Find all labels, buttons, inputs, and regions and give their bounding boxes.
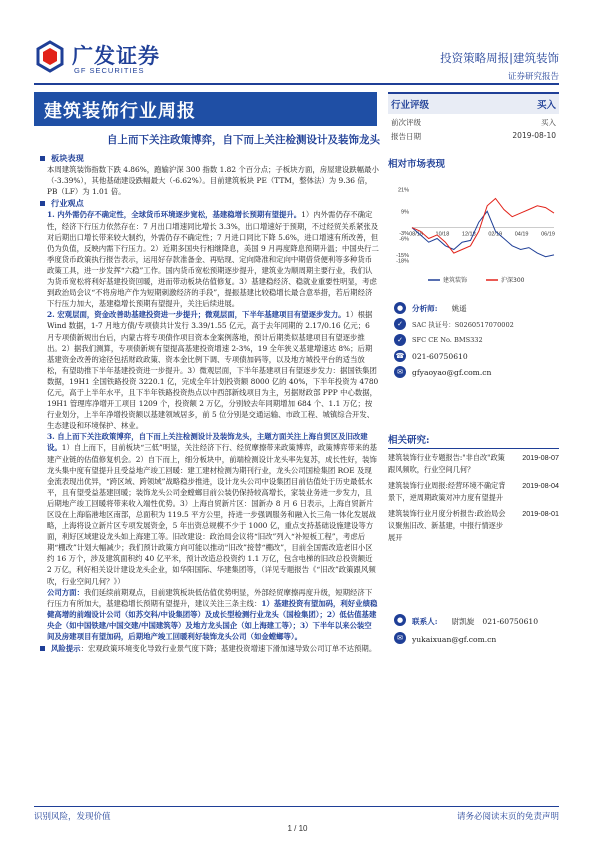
person-icon: ● (394, 614, 406, 626)
view-paragraph-3: 3. 自上而下关注政策博弈，自下而上关注检测设计及装饰龙头，主题方面关注上海自贸区及旧改建设。1）自上而下，目前板块“三低”明显，关注经济下行、经贸摩擦带来政策博弈，政策博弈带来的基建产业链的估值修复机会。2）自下而上，细分板块中，前端检测设计龙头率先复苏，成长性好，装饰龙头集中度有望提升且受益地产竣工回暖：建工建材检测为期刊行业，龙头公司国检集团 ROE 及现金流表现出优异，“跨区域、跨领域”战略稳步推进，设计龙头公司中设集团目前估值处于历史最低水平，且有望受益基建回暖；装饰龙头公司金螳螂目前公装仍保持较高增长，家装业务进一步发力，且后期地产竣工回暖将带来收入端性优势。3）上海自贸新片区：国新办 8 月 6 日表示，上海自贸新片区设在上海临港地区南部，总面积为 119.5 平方公里，持进一步强调服务和融入长三角一体化发展战略，上海将设立新片区专项发展资金，5 年出资总规模不少于 1000 亿，重点支持基础设施建设等方面，利好区域建设龙头如上海建工等。旧改建设：政治局会议将“旧改”列入“补短板工程”，考虑后期“棚改”计划大幅减少；我们预计政策方向可能以推动“旧改”接替“棚改”，目前全国需改造老旧小区约 16 万个，涉及建筑面积约 40 亿平米，预计改造总投资约 1.1 万亿，包含电梯的旧改总投资额近 2 万亿，利好相关设计建设龙头企业，如华阳国际、华建集团等，（详见专题报告《“旧改”政策跟风频吹，行业空间几何？》） (47, 432, 378, 586)
y-tick-label: 21% (397, 187, 409, 194)
title-banner (34, 92, 377, 126)
x-tick-label: 02/19 (488, 231, 503, 238)
prev-rating-row: 前次评级 买入 (391, 118, 556, 127)
rating-header (388, 92, 559, 114)
header-divider (34, 83, 559, 85)
analyst-sfc-row: ✓ SFC CE No. BMS332 (394, 332, 559, 348)
legend-label: 建筑装饰 (443, 277, 468, 284)
analyst-name-row: ● 分析师: 姚遥 (394, 300, 559, 316)
report-type: 证券研究报告 (507, 72, 559, 82)
x-tick-label: 04/19 (514, 231, 529, 238)
y-tick-label: -15% (396, 252, 409, 259)
x-tick-label: 06/19 (541, 231, 555, 238)
related-item[interactable]: 建筑装饰行业专题报告:"非自改"政策跟风频吹，行业空间几何？ 2019-08-07 (388, 453, 559, 475)
footer-divider (34, 806, 559, 807)
report-subtitle: 自上而下关注政策博弈，自下而上关注检测设计及装饰龙头 (107, 134, 380, 146)
x-tick-label: 12/18 (461, 231, 476, 238)
bullet-icon (40, 646, 45, 651)
company-logo (34, 40, 164, 76)
disclaimer-note: 请务必阅读末页的免责声明 (456, 812, 559, 822)
analyst-sac-row: ✓ SAC 执证号：S0260517070002 (394, 316, 559, 332)
report-category: 投资策略周报|建筑装饰 (440, 51, 559, 65)
x-tick-label: 08/18 (409, 231, 423, 238)
legend-label: 沪深300 (501, 277, 525, 284)
certificate-icon: ✓ (394, 318, 406, 330)
report-title: 建筑装饰行业周报 (44, 101, 196, 122)
performance-paragraph: 本周建筑装饰指数下跌 4.86%，跑输沪深 300 指数 1.82 个百分点；子板块方面，房屋建设跌幅最小（-3.39%），其他基础建设跌幅最大（-6.62%）。目前建筑板块 PE（TTM，整体法）为 9.36 倍，PB（LF）为 1.01 倍。 (47, 165, 379, 197)
analyst-email-row[interactable] (394, 364, 559, 380)
phone-icon: ☎ (395, 352, 405, 360)
bullet-icon (40, 201, 45, 206)
analyst-name: 姚遥 (451, 303, 467, 313)
analyst-email-link[interactable]: gfyaoyao@gf.com.cn (412, 367, 492, 377)
footer-slogan: 识别风险，发现价值 (34, 812, 111, 822)
contact-name: 尉凯旋 (451, 616, 475, 626)
company-paragraph: 公司方面：我们延续前期观点，目前建筑板块低估值优势明显，外部经贸摩擦再度升级，短期经济下行压力有所加大，基建稳增长预期有望提升，建议关注三条主线：1）基建投资有望加码，利好业绩稳健高增的前端设计公司（如苏交科/中设集团等）及成长型检测行业龙头（国检集团）；2）低估值基建央企（如中国铁建/中国交建/中国建筑等）及地方龙头国企（如上海建工等）；3）下半年以来公装空间及房建项目有望加码，后期地产竣工回暖利好装饰龙头公司（如金螳螂等）。 (47, 587, 378, 642)
logo-text-cn: 广发证券 (72, 44, 160, 68)
rating-panel (388, 92, 559, 170)
y-tick-label: -18% (396, 258, 409, 265)
rating-label: 行业评级 (391, 100, 430, 111)
y-tick-label: -3% (399, 231, 409, 238)
analyst-block (394, 300, 559, 380)
y-tick-label: -6% (399, 236, 409, 243)
contact-block (394, 612, 559, 648)
logo-text-en: GF SECURITIES (74, 66, 145, 75)
chart-title: 相对市场表现 (388, 159, 446, 170)
page-number: 1 / 10 (287, 824, 308, 833)
section-heading-views: 行业观点 (34, 198, 379, 209)
contact-email-link[interactable]: yukaixuan@gf.com.cn (412, 634, 497, 644)
report-body (34, 152, 379, 654)
contact-phone: 021-60750610 (482, 616, 539, 626)
gf-logo-icon (34, 40, 66, 74)
email-icon: ✉ (394, 632, 406, 644)
contact-name-row: ● 联系人: 尉凯旋 021-60750610 (394, 612, 559, 630)
x-tick-label: 10/18 (435, 231, 450, 238)
email-icon: ✉ (394, 366, 406, 378)
contact-email-row[interactable] (394, 630, 559, 648)
report-date-row: 报告日期 2019-08-10 (391, 131, 556, 141)
rating-value: 买入 (536, 100, 556, 111)
related-research (388, 432, 559, 545)
view-paragraph-2: 2. 宏观层面，资金改善助基建投资进一步提升；微观层面，下半年基建项目有望逐步发力。1）根据 Wind 数据，1-7 月地方债/专项债共计发行 3.39/1.55 亿元，高于去年同期的 2.17/0.16 亿元；6 月专项债新规出台后，内蒙古将专项债作项目资本金案例落地，预计后期类似基建项目有望逐步推出。2）据我们测算，专项债新规有望提高基建投资增速 2-3%，19 全年狭义基建增速达 8%；后期基建资金改善的途径包括财政政策、资本金比例下调、专项债加码等，以及地方城投平台的适当放松，有望助推下半年基建投资进一步提升。3）微观层面，下半年基建项目有望逐步发力：据国铁集团数据，19H1 全国铁路投资 3220.1 亿，完成全年计划投资额 8000 亿的 40%，下半年投资为 4780 亿元，高于上半年水平，且下半年铁路投资热点以中西部新线项目为主，另据财政部 PPP 中心数据，19H1 管理库净增开工项目 1209 个，投资额 2 万亿，分别较去年同期增加 684 个、1.1 万亿；按行业划分，上半年净增投资额以基建领域居多，前 5 位分别是交通运输、市政工程、城镇综合开发、生态建设和环境保护、林业。 (47, 310, 379, 431)
relative-performance-chart (388, 176, 559, 296)
analyst-phone-row: ☎ 021-60750610 (395, 351, 468, 361)
related-item[interactable]: 建筑装饰行业月度分析报告:政治局会议聚焦旧改、新基建，中报行情逐步展开 2019-08-01 (388, 508, 559, 543)
y-tick-label: 9% (401, 209, 409, 216)
related-title: 相关研究: (388, 432, 559, 449)
bullet-icon (40, 156, 45, 161)
view-paragraph-1: 1. 内外需仍存不确定性，全球货币环境逐步宽松，基建稳增长预期有望提升。1）内外需仍存不确定性，经济下行压力依然存在：7 月出口增速同比增长 3.3%，出口增速好于预期，不过经贸关系紧张及对后期出口增长带来较大制约，外需仍存不确定性；7 月进口同比下降 5.6%，进口增速有所改善，但仍为负值，反映内需下行压力。2）近期多国央行相继降息，美国 9 月再度降息预期升温；中国央行二季度货币政策执行报告表示，运用好存款准备金、再贴现、定向降准和定向中期借贷便利等多种货币政策工具，进一步发挥“六稳”工作。国内货币宽松预期逐步提升，建筑业为顺周期主要行业，我们认为货币宽松将利好基建投资回暖，进而带动板块估值修复。3）基建稳经济、稳就业重要性明显，考虑到政治局会议“不将房地产作为短期刺激经济的手段”，提振基建比较稳增长最合意举措，若后期经济下行压力加大，基建稳增长预期有望提升，关注后续进展。 (47, 210, 379, 309)
series-line-index (412, 199, 554, 254)
related-item[interactable]: 建筑装饰行业周报:经营环境不确定背景下，逆周期政策对冲力度有望提升 2019-08-04 (388, 480, 559, 503)
person-icon: ● (394, 302, 406, 314)
section-heading-performance: 板块表现 (34, 153, 379, 164)
certificate-icon: ✓ (394, 334, 406, 346)
risk-heading: 风险提示：宏观政策环境变化导致行业景气度下降；基建投资增速下滑加速导致公司订单不达预期。 (34, 643, 379, 654)
